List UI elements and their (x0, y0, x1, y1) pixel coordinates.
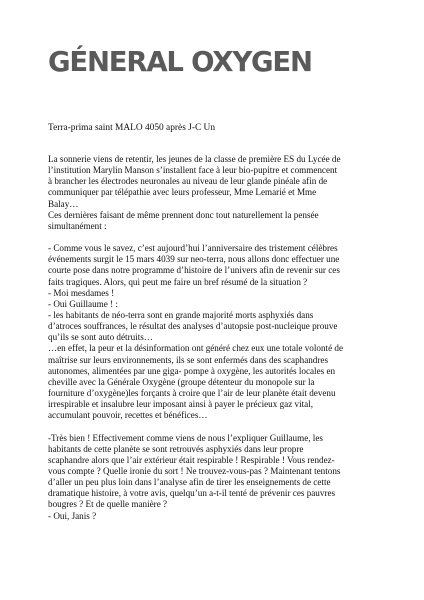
text-line: - Comme vous le savez, c’est aujourd’hui l’anniversaire des tristement célèbres (48, 243, 338, 254)
text-line: irrespirable et insalubre leur imposant ainsi à payer le précieux gaz vital, (48, 399, 314, 410)
text-line: dramatique histoire, à votre avis, quelqu’un a-t-il tenté de prévenir ces pauvres (48, 488, 336, 499)
text-line: -Très bien ! Effectivement comme viens de nous l’expliquer Guillaume, les (48, 432, 323, 443)
text-line: fourniture d’oxygène)les forçants à croire que l’air de leur planète était devenu (48, 387, 336, 398)
text-line: - Oui, Janis ? (48, 510, 97, 521)
text-line: courte pose dans notre programme d’histoire de l’univers afin de revenir sur ces (48, 265, 340, 276)
paragraph-gap (48, 421, 386, 432)
text-line: communiquer par télépathie avec leurs professeur, Mme Lemarié et Mme (48, 187, 317, 198)
document-title: GÉNERAL OXYGEN (48, 46, 312, 78)
text-line: accumulant pouvoir, recettes et bénéfices… (48, 410, 208, 421)
text-line: maîtrise sur leurs environnements, ils se sont enfermés dans des scaphandres (48, 354, 329, 365)
text-line: …en effet, la peur et la désinformation ont généré chez eux une totale volonté de (48, 343, 344, 354)
text-line: d’aller un peu plus loin dans l’analyse afin de tirer les enseignements de cette (48, 477, 331, 488)
text-line: qu’ils se sont auto détruits… (48, 332, 153, 343)
text-line: l’institution Marylin Manson s’installent face à leur bio-pupitre et commencent (48, 165, 338, 176)
text-line: Balay… (48, 198, 79, 209)
text-line: cheville avec la Générale Oxygène (groupe détenteur du monopole sur la (48, 376, 315, 387)
dateline: Terra-prima saint MALO 4050 après J-C Un (48, 123, 216, 133)
text-line: événements surgit le 15 mars 4039 sur neo-terra, nous allons donc effectuer une (48, 254, 340, 265)
text-line: faits tragiques. Alors, qui peut me faire un bref résumé de la situation ? (48, 276, 308, 287)
text-line: d’atroces souffrances, le résultat des analyses d’autopsie post-nucleique prouve (48, 321, 338, 332)
text-line: simultanément : (48, 220, 107, 231)
text-line: - les habitants de néo-terra sont en grande majorité morts asphyxiés dans (48, 309, 314, 320)
text-line: - Moi mesdames ! (48, 287, 115, 298)
text-line: La sonnerie viens de retentir, les jeunes de la classe de première ES du Lycée de (48, 154, 341, 164)
text-line: habitants de cette planète se sont retrouvés asphyxiés dans leur propre (48, 443, 304, 454)
text-line: vous compte ? Quelle ironie du sort ! Ne trouvez-vous-pas ? Maintenant tentons (48, 465, 341, 476)
text-line: autonomes, alimentées par une giga- pompe à oxygène, les autorités locales en (48, 365, 336, 376)
text-line: scaphandre alors que l’air extérieur était respirable ! Respirable ! Vous rendez- (48, 454, 335, 465)
text-line: - Oui Guillaume ! : (48, 298, 118, 309)
text-line: à brancher les électrodes neuronales au niveau de leur glande pinéale afin de (48, 176, 328, 187)
paragraph-gap (48, 232, 386, 243)
document-body (48, 154, 386, 522)
text-line: Ces dernières faisant de même prennent donc tout naturellement la pensée (48, 209, 319, 220)
text-line: bougres ? Et de quelle manière ? (48, 499, 168, 510)
